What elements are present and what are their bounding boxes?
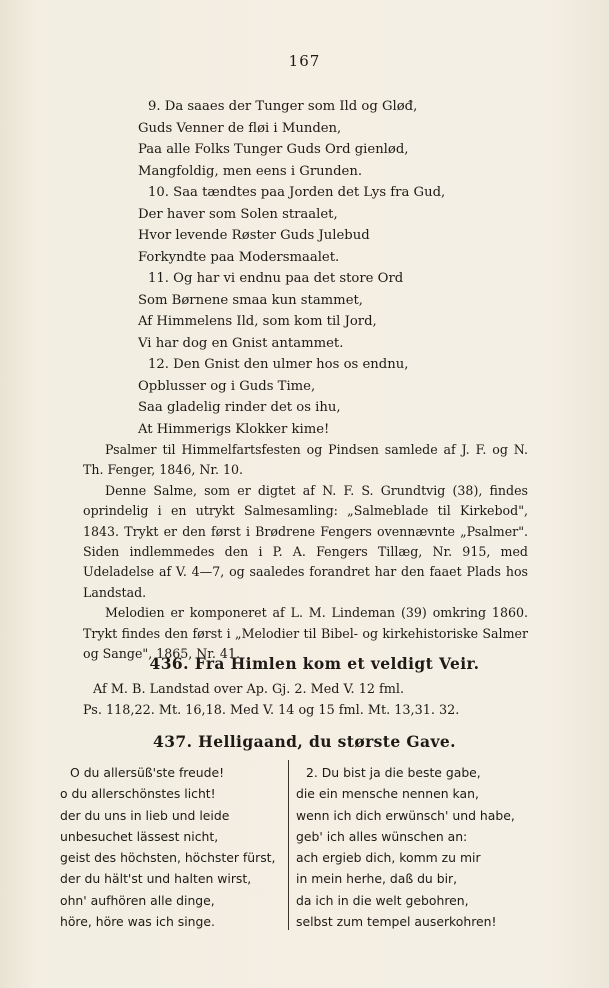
hymn-436-title: 436. Fra Himlen kom et veldigt Veir. bbox=[149, 654, 480, 673]
verse-line: Mangfoldig, men eens i Grunden. bbox=[138, 163, 363, 179]
column-line: der du uns in lieb und leide bbox=[60, 807, 230, 823]
hymn-436-reference bbox=[83, 680, 528, 721]
column-line: unbesuchet lässest nicht, bbox=[60, 828, 219, 844]
verse-line: Af Himmelens Ild, som kom til Jord, bbox=[138, 314, 377, 329]
verse-9 bbox=[138, 96, 458, 182]
verse-11 bbox=[138, 268, 458, 354]
page-number: 167 bbox=[288, 52, 321, 70]
hymn-437-title: 437. Helligaand, du største Gave. bbox=[153, 732, 456, 751]
column-line: geb' ich alles wünschen an: bbox=[296, 828, 468, 844]
column-divider bbox=[288, 760, 289, 930]
verse-line: 10. Saa tændtes paa Jorden det Lys fra Gud, bbox=[148, 185, 446, 200]
column-line: O du allersüß'ste freude! bbox=[70, 765, 225, 780]
column-line: 2. Du bist ja die beste gabe, bbox=[306, 765, 481, 780]
verse-line: 11. Og har vi endnu paa det store Ord bbox=[148, 271, 404, 286]
verse-12 bbox=[138, 354, 458, 440]
verse-line: 9. Da saaes der Tunger som Ild og Gløđ, bbox=[148, 99, 418, 114]
hymn-437-right-column bbox=[296, 762, 536, 932]
column-line: o du allerschönstes licht! bbox=[60, 786, 216, 802]
column-line: höre, höre was ich singe. bbox=[60, 914, 215, 930]
note-paragraph: Denne Salme, som er digtet af N. F. S. Grundtvig (38), findes oprindelig i en utrykt Salmesamling: „Salmeblade til Kirkebod", 1843. Trykt er den først i Brødrene Fengers ovennævnte „Psalmer". Siden indlemmedes den i P. A. Fengers Tillæg, Nr. 915, med Udeladelse af V. 4—7, og saaledes forandret har den faaet Plads hos Landstad. bbox=[83, 482, 528, 600]
verse-line: Vi har dog en Gnist antammet. bbox=[138, 335, 344, 351]
verse-line: Guds Venner de fløi i Munden, bbox=[138, 120, 342, 136]
reference-line: Ps. 118,22. Mt. 16,18. Med V. 14 og 15 fml. Mt. 13,31. 32. bbox=[83, 702, 460, 718]
verse-line: At Himmerigs Klokker kime! bbox=[138, 421, 330, 437]
column-line: da ich in die welt gebohren, bbox=[296, 892, 469, 908]
verse-line: Forkyndte paa Modersmaalet. bbox=[138, 249, 340, 265]
reference-line: Af M. B. Landstad over Ap. Gj. 2. Med V. 12 fml. bbox=[93, 682, 405, 697]
hymn-437-left-column bbox=[60, 762, 285, 932]
column-line: ohn' aufhören alle dinge, bbox=[60, 892, 215, 908]
verse-line: 12. Den Gnist den ulmer hos os endnu, bbox=[148, 357, 409, 372]
hymn-verses bbox=[138, 96, 458, 440]
note-paragraph: Melodien er komponeret af L. M. Lindeman (39) omkring 1860. Trykt findes den først i „Melodier til Bibel- og kirkehistoriske Salmer og Sange", 1865, Nr. 41. bbox=[83, 605, 528, 662]
verse-line: Saa gladelig rinder det os ihu, bbox=[138, 400, 341, 415]
column-line: in mein herhe, daß du bir, bbox=[296, 871, 458, 887]
verse-line: Som Børnene smaa kun stammet, bbox=[138, 292, 363, 308]
editorial-notes bbox=[83, 440, 528, 664]
column-line: ach ergieb dich, komm zu mir bbox=[296, 850, 481, 866]
verse-line: Paa alle Folks Tunger Guds Ord gienlød, bbox=[138, 142, 409, 157]
verse-10 bbox=[138, 182, 458, 268]
verse-line: Der haver som Solen straalet, bbox=[138, 206, 338, 222]
column-line: die ein mensche nennen kan, bbox=[296, 786, 479, 802]
column-line: geist des höchsten, höchster fürst, bbox=[60, 850, 276, 866]
verse-line: Opblusser og i Guds Time, bbox=[138, 378, 316, 394]
column-line: selbst zum tempel auserkohren! bbox=[296, 914, 497, 930]
note-paragraph: Psalmer til Himmelfartsfesten og Pindsen samlede af J. F. og N. Th. Fenger, 1846, Nr. 10. bbox=[83, 442, 528, 478]
verse-line: Hvor levende Røster Guds Julebud bbox=[138, 228, 370, 243]
column-line: der du hält'st und halten wirst, bbox=[60, 871, 252, 887]
column-line: wenn ich dich erwünsch' und habe, bbox=[296, 807, 515, 823]
